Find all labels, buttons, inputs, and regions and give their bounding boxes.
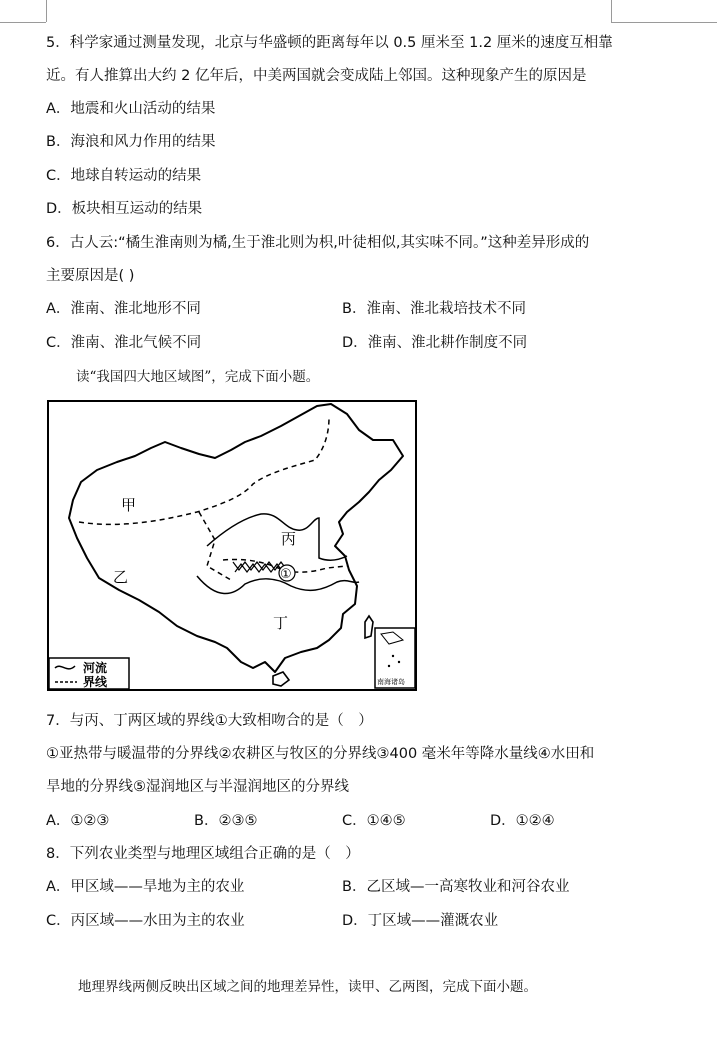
china-regions-map	[47, 400, 417, 691]
q7-option-c: C．①④⑤	[342, 813, 406, 829]
q5-stem-line2: 近。有人推算出大约 2 亿年后，中美两国就会变成陆上邻国。这种现象产生的原因是	[46, 68, 587, 84]
inset-label: 南海诸岛	[377, 678, 405, 686]
q5-option-d: D．板块相互运动的结果	[46, 201, 203, 217]
q5-stem-line1: 5．科学家通过测量发现，北京与华盛顿的距离每年以 0.5 厘米至 1.2 厘米的速度互相靠	[46, 35, 613, 51]
map-intro: 读“我国四大地区域图”，完成下面小题。	[76, 369, 320, 385]
q5-option-a: A．地震和火山活动的结果	[46, 101, 216, 117]
q6-stem-line1: 6．古人云:“橘生淮南则为橘,生于淮北则为枳,叶徒相似,其实味不同。”这种差异形成的	[46, 235, 590, 251]
crop-mark	[46, 0, 47, 22]
crop-mark	[0, 22, 46, 23]
crop-mark	[611, 22, 717, 23]
q6-stem-line2: 主要原因是( )	[46, 268, 135, 284]
footer-intro: 地理界线两侧反映出区域之间的地理差异性，读甲、乙两图，完成下面小题。	[78, 979, 537, 995]
label-yi: 乙	[113, 568, 129, 586]
taiwan-island	[365, 616, 373, 638]
q8-option-d: D．丁区域——灌溉农业	[342, 913, 499, 929]
q7-stem: 7．与丙、丁两区域的界线①大致相吻合的是（ ）	[46, 713, 373, 729]
label-jia: 甲	[121, 496, 137, 514]
q7-option-a: A．①②③	[46, 813, 110, 829]
legend-river: 河流	[83, 661, 108, 675]
q6-option-a: A．淮南、淮北地形不同	[46, 301, 201, 317]
q7-desc-line2: 旱地的分界线⑤湿润地区与半湿润地区的分界线	[46, 779, 349, 795]
q7-option-d: D．①②④	[490, 813, 555, 829]
q5-option-c: C．地球自转运动的结果	[46, 168, 202, 184]
marker-1: ①	[280, 567, 292, 582]
label-bing: 丙	[281, 530, 297, 548]
q8-stem: 8．下列农业类型与地理区域组合正确的是（ ）	[46, 846, 360, 862]
q7-desc-line1: ①亚热带与暖温带的分界线②农耕区与牧区的分界线③400 毫米年等降水量线④水田和	[46, 746, 595, 762]
q8-option-a: A．甲区域——旱地为主的农业	[46, 879, 245, 895]
q6-option-b: B．淮南、淮北栽培技术不同	[342, 301, 526, 317]
q5-option-b: B．海浪和风力作用的结果	[46, 134, 216, 150]
q6-option-c: C．淮南、淮北气候不同	[46, 335, 202, 351]
q8-option-c: C．丙区域——水田为主的农业	[46, 913, 245, 929]
legend-boundary: 界线	[83, 675, 108, 689]
q7-option-b: B．②③⑤	[194, 813, 258, 829]
q8-option-b: B．乙区域—一高寒牧业和河谷农业	[342, 879, 570, 895]
label-ding: 丁	[273, 614, 289, 632]
crop-mark	[611, 0, 612, 22]
q6-option-d: D．淮南、淮北耕作制度不同	[342, 335, 528, 351]
